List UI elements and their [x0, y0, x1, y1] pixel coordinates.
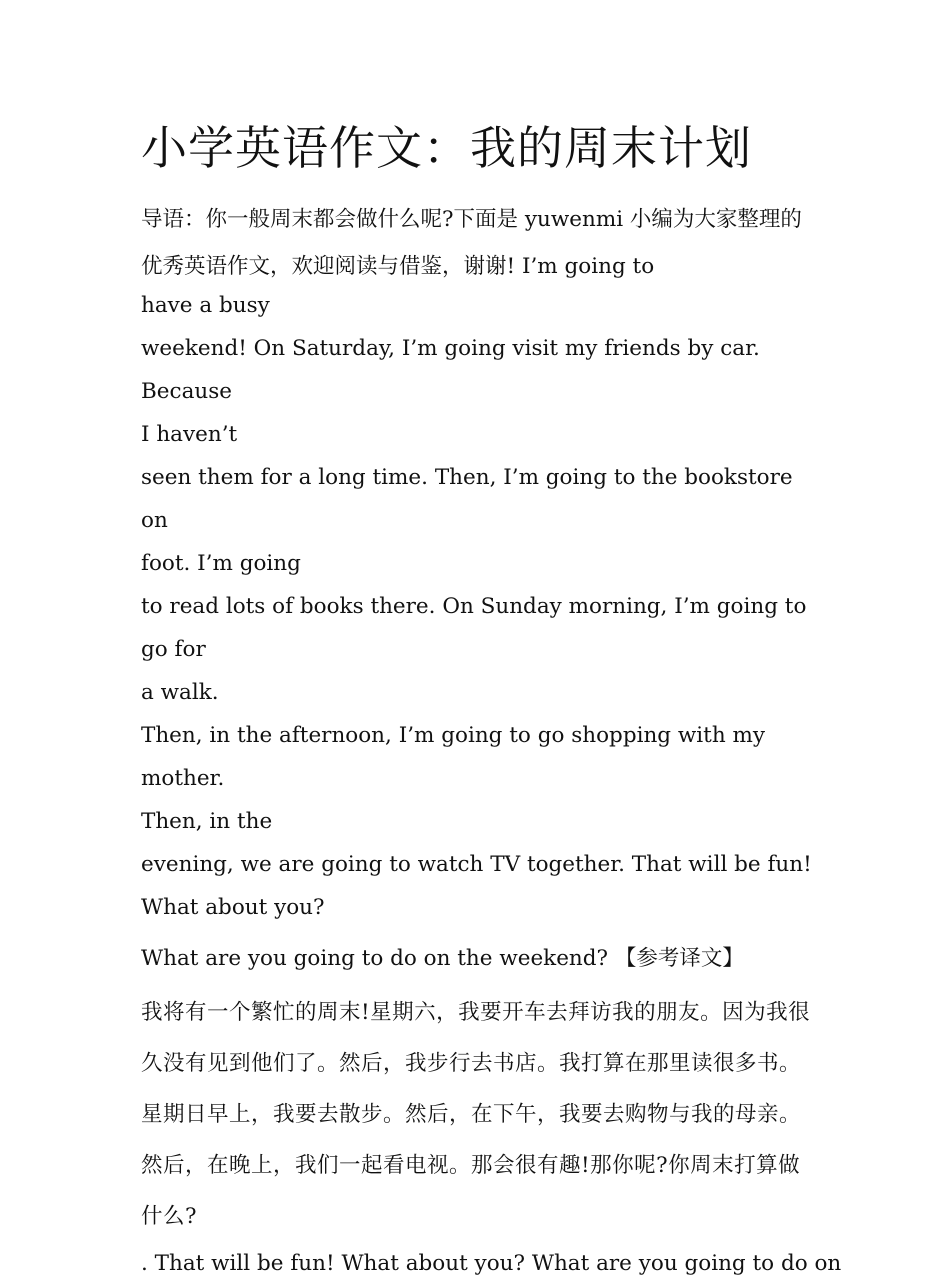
english-line: a walk.: [141, 680, 219, 705]
english-line: seen them for a long time. Then, I’m going to the bookstore on: [141, 465, 793, 533]
english-line: weekend! On Saturday, I’m going visit my friends by car. Because: [141, 336, 760, 404]
english-line: have a busy: [141, 293, 270, 318]
english-line: to read lots of books there. On Sunday morning, I’m going to go for: [141, 594, 807, 662]
english-line: foot. I’m going: [141, 551, 301, 576]
intro-paragraph: 导语：你一般周末都会做什么呢?下面是 yuwenmi 小编为大家整理的优秀英语作文，欢迎阅读与借鉴，谢谢! I’m going to: [141, 207, 802, 279]
document-title: 小学英语作文：我的周末计划: [141, 121, 752, 175]
tail-line: . That will be fun! What about you? What are you going to do on: [141, 1251, 842, 1276]
english-line: What about you?: [141, 895, 325, 920]
english-line: Then, in the: [141, 809, 273, 834]
english-line: I haven’t: [141, 422, 238, 447]
document-content: [141, 112, 842, 1286]
english-text-block: [141, 284, 817, 929]
english-line: Then, in the afternoon, I’m going to go shopping with my mother.: [141, 723, 766, 791]
translation-paragraph: 我将有一个繁忙的周末!星期六，我要开车去拜访我的朋友。因为我很久没有见到他们了。然后，我步行去书店。我打算在那里读很多书。星期日早上，我要去散步。然后，在下午，我要去购物与我的母亲。然后，在晚上，我们一起看电视。那会很有趣!那你呢?你周末打算做什么?: [141, 1000, 811, 1229]
question-line: What are you going to do on the weekend? 【参考译文】: [141, 946, 744, 971]
english-line: evening, we are going to watch TV together. That will be fun!: [141, 852, 812, 877]
